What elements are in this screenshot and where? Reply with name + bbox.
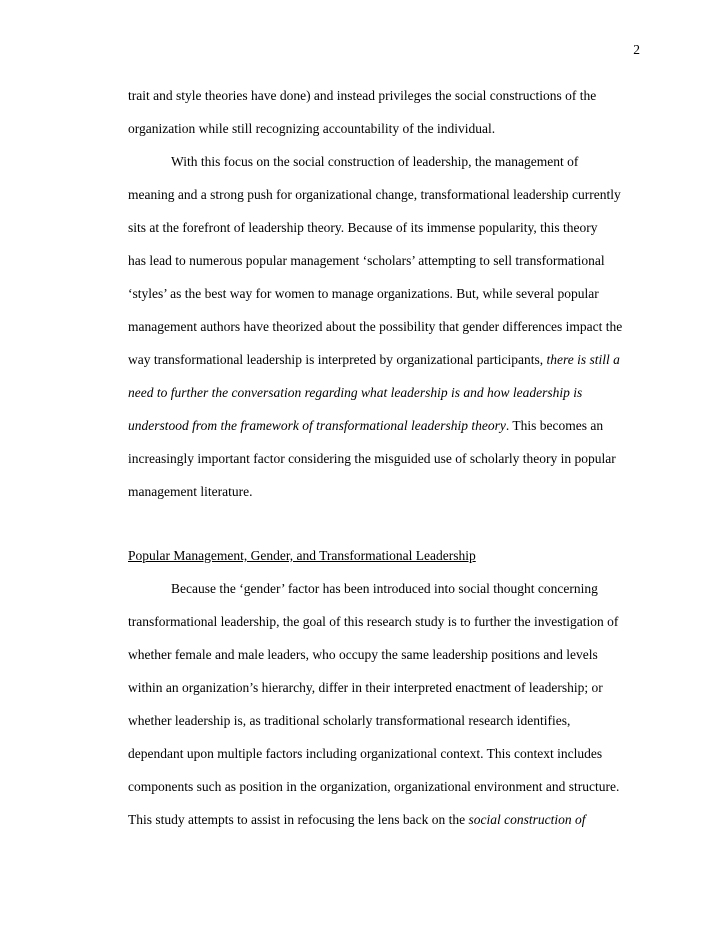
body-line: meaning and a strong push for organizational change, transformational leadership currently: [128, 187, 621, 202]
body-line: dependant upon multiple factors including organizational context. This context includes: [128, 746, 603, 761]
body-line: [128, 385, 648, 401]
body-line: management literature.: [128, 484, 253, 499]
body-line: has lead to numerous popular management ‘scholars’ attempting to sell transformational: [128, 253, 605, 268]
body-line: way transformational leadership is interpreted by organizational participants, there is still a: [128, 352, 620, 367]
italic-phrase: there is still a: [546, 352, 620, 367]
body-line: sits at the forefront of leadership theory. Because of its immense popularity, this theory: [128, 220, 598, 235]
body-line: understood from the framework of transformational leadership theory. This becomes an: [128, 418, 604, 433]
body-line: components such as position in the organization, organizational environment and structure.: [128, 779, 620, 794]
body-line: This study attempts to assist in refocusing the lens back on the social construction of: [128, 812, 586, 827]
body-line: within an organization’s hierarchy, differ in their interpreted enactment of leadership; or: [128, 680, 603, 695]
italic-phrase: understood from the framework of transformational leadership theory: [128, 418, 506, 433]
body-line: organization while still recognizing accountability of the individual.: [128, 121, 496, 136]
body-line: transformational leadership, the goal of this research study is to further the investigation of: [128, 614, 619, 629]
page-number: 2: [633, 42, 640, 57]
paragraph-start-line: With this focus on the social construction of leadership, the management of: [171, 154, 579, 169]
body-line: increasingly important factor considering the misguided use of scholarly theory in popular: [128, 451, 616, 466]
body-line: trait and style theories have done) and instead privileges the social constructions of the: [128, 88, 597, 103]
italic-phrase: need to further the conversation regarding what leadership is and how leadership is: [128, 385, 583, 400]
italic-phrase: social construction of: [468, 812, 586, 827]
body-line: whether female and male leaders, who occupy the same leadership positions and levels: [128, 647, 598, 662]
paragraph-start-line: Because the ‘gender’ factor has been introduced into social thought concerning: [171, 581, 598, 596]
section-heading: Popular Management, Gender, and Transformational Leadership: [128, 548, 476, 563]
body-line: whether leadership is, as traditional scholarly transformational research identifies,: [128, 713, 571, 728]
body-line: management authors have theorized about the possibility that gender differences impact the: [128, 319, 623, 334]
body-line: ‘styles’ as the best way for women to manage organizations. But, while several popular: [128, 286, 599, 301]
